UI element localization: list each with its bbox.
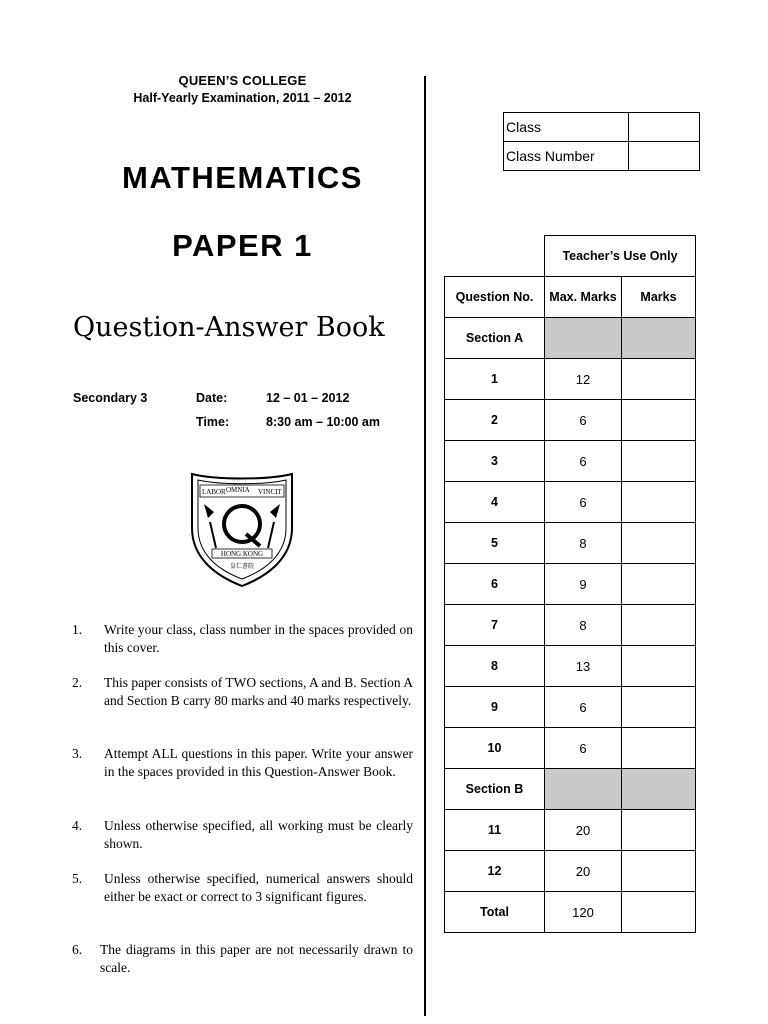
- exam-title: Half-Yearly Examination, 2011 – 2012: [133, 91, 352, 105]
- question-number: 2: [445, 400, 545, 441]
- max-marks-value: 20: [545, 810, 622, 851]
- marks-header: Marks: [622, 277, 696, 318]
- table-row: [445, 605, 696, 646]
- crest-chinese: 皇仁書院: [229, 563, 255, 570]
- page-divider: [424, 76, 426, 1016]
- level-label: Secondary 3: [73, 391, 148, 405]
- instruction-text: Attempt ALL questions in this paper. Write your answer in the spaces provided in this Question-Answer Book.: [104, 746, 413, 779]
- instruction-number: 1.: [72, 622, 83, 637]
- table-row: [445, 646, 696, 687]
- question-number: 5: [445, 523, 545, 564]
- table-row: [445, 851, 696, 892]
- marks-field[interactable]: [622, 851, 696, 892]
- marks-table: [444, 235, 696, 933]
- marks-field[interactable]: [622, 564, 696, 605]
- max-marks-header: Max. Marks: [545, 277, 622, 318]
- question-number: 9: [445, 687, 545, 728]
- question-number: 1: [445, 359, 545, 400]
- shaded-cell: [545, 769, 622, 810]
- marks-field[interactable]: [622, 646, 696, 687]
- marks-field[interactable]: [622, 810, 696, 851]
- max-marks-value: 20: [545, 851, 622, 892]
- max-marks-value: 6: [545, 441, 622, 482]
- class-info-table: [503, 112, 700, 171]
- question-number: 7: [445, 605, 545, 646]
- question-number: 12: [445, 851, 545, 892]
- marks-field[interactable]: [622, 441, 696, 482]
- instruction-number: 6.: [72, 942, 83, 957]
- question-no-header: Question No.: [445, 277, 545, 318]
- book-title: Question-Answer Book: [73, 312, 385, 343]
- instruction-number: 3.: [72, 746, 83, 761]
- marks-field[interactable]: [622, 687, 696, 728]
- table-row: [445, 523, 696, 564]
- teacher-use-header: Teacher’s Use Only: [545, 236, 696, 277]
- instruction-text: Unless otherwise specified, numerical answers should either be exact or correct to 3 significant figures.: [104, 871, 413, 904]
- total-max-value: 120: [545, 892, 622, 933]
- class-number-field[interactable]: [629, 142, 700, 171]
- table-row: [445, 441, 696, 482]
- total-label: Total: [445, 892, 545, 933]
- table-row: [445, 687, 696, 728]
- marks-field[interactable]: [622, 523, 696, 564]
- max-marks-value: 6: [545, 400, 622, 441]
- crest-motto-left: LABOR: [202, 488, 226, 496]
- date-label: Date:: [196, 391, 228, 405]
- table-row: [445, 810, 696, 851]
- marks-field[interactable]: [622, 482, 696, 523]
- section-a-label: Section A: [445, 318, 545, 359]
- max-marks-value: 8: [545, 523, 622, 564]
- crest-motto-right: VINCIT: [258, 488, 282, 496]
- table-row: [445, 359, 696, 400]
- shaded-cell: [622, 318, 696, 359]
- instruction-number: 5.: [72, 871, 83, 886]
- date-value: 12 – 01 – 2012: [266, 391, 350, 405]
- time-value: 8:30 am – 10:00 am: [266, 415, 380, 429]
- shaded-cell: [545, 318, 622, 359]
- college-name: QUEEN’S COLLEGE: [178, 73, 307, 88]
- max-marks-value: 12: [545, 359, 622, 400]
- question-number: 6: [445, 564, 545, 605]
- question-number: 10: [445, 728, 545, 769]
- table-row: [445, 564, 696, 605]
- max-marks-value: 8: [545, 605, 622, 646]
- marks-field[interactable]: [622, 605, 696, 646]
- class-number-label: Class Number: [504, 142, 629, 171]
- table-row: [445, 400, 696, 441]
- total-marks-field[interactable]: [622, 892, 696, 933]
- instruction-number: 4.: [72, 818, 83, 833]
- question-number: 11: [445, 810, 545, 851]
- max-marks-value: 13: [545, 646, 622, 687]
- class-field[interactable]: [629, 113, 700, 142]
- max-marks-value: 6: [545, 482, 622, 523]
- max-marks-value: 9: [545, 564, 622, 605]
- table-row: [445, 482, 696, 523]
- section-b-label: Section B: [445, 769, 545, 810]
- question-number: 4: [445, 482, 545, 523]
- marks-field[interactable]: [622, 359, 696, 400]
- subject-title: MATHEMATICS: [122, 160, 363, 195]
- college-crest-icon: [186, 466, 298, 588]
- instruction-number: 2.: [72, 675, 83, 690]
- question-number: 3: [445, 441, 545, 482]
- instruction-text: The diagrams in this paper are not necessarily drawn to scale.: [100, 942, 413, 975]
- instruction-text: Write your class, class number in the spaces provided on this cover.: [104, 622, 413, 655]
- time-label: Time:: [196, 415, 230, 429]
- crest-place: HONG KONG: [220, 550, 264, 558]
- instruction-text: This paper consists of TWO sections, A and B. Section A and Section B carry 80 marks and 40 marks respectively.: [104, 675, 413, 708]
- crest-motto-mid: OMNIA: [226, 486, 250, 494]
- max-marks-value: 6: [545, 728, 622, 769]
- paper-title: PAPER 1: [172, 228, 313, 263]
- blank-cell: [445, 236, 545, 277]
- marks-field[interactable]: [622, 728, 696, 769]
- table-row: [445, 728, 696, 769]
- question-number: 8: [445, 646, 545, 687]
- instruction-text: Unless otherwise specified, all working must be clearly shown.: [104, 818, 413, 851]
- marks-field[interactable]: [622, 400, 696, 441]
- max-marks-value: 6: [545, 687, 622, 728]
- shaded-cell: [622, 769, 696, 810]
- class-label: Class: [504, 113, 629, 142]
